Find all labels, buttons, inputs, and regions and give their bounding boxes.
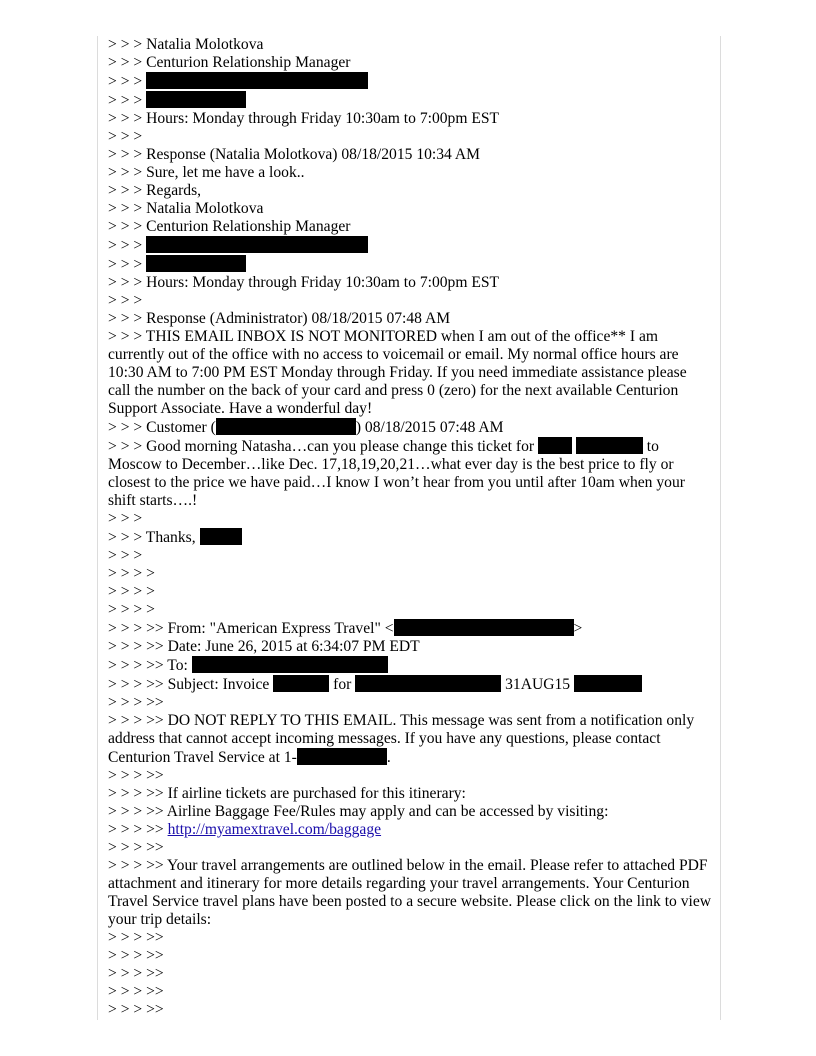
text-line: > > > >>	[108, 1001, 164, 1018]
text-line: > > >	[108, 91, 712, 110]
text-line: > > >	[108, 72, 712, 91]
text-line: > > >	[108, 547, 143, 564]
redaction-block	[394, 619, 574, 636]
redaction-block	[192, 656, 388, 673]
redaction-block	[297, 748, 387, 765]
text-line: > > > >> From: "American Express Travel" < >	[108, 620, 583, 637]
auto-reply-paragraph: > > > THIS EMAIL INBOX IS NOT MONITORED when I am out of the office** I am currently out of the office with no access to voicemail or email. My normal office hours are 10:30 AM to 7:00 PM EST Monday through Friday. If you need immediate assistance please call the number on the back of your card and press 0 (zero) for the next available Centurion Support Associate. Have a wonderful day!	[108, 328, 691, 417]
text-line: > > > Hours: Monday through Friday 10:30am to 7:00pm EST	[108, 274, 500, 291]
text-line: > > >	[108, 510, 143, 527]
text-line: > > > Centurion Relationship Manager	[108, 218, 351, 235]
text-line: > > > >>	[108, 694, 164, 711]
text-line: > > > Natalia Molotkova	[108, 200, 264, 217]
text-line: > > > >> Date: June 26, 2015 at 6:34:07 PM EDT	[108, 638, 420, 655]
text-line: > > > >> Airline Baggage Fee/Rules may apply and can be accessed by visiting:	[108, 803, 609, 820]
redaction-block	[200, 528, 242, 545]
text-line: > > > >> If airline tickets are purchased for this itinerary:	[108, 785, 466, 802]
text-line: > > > >>	[108, 983, 164, 1000]
notice-paragraph: > > > >> DO NOT REPLY TO THIS EMAIL. This message was sent from a notification only address that cannot accept incoming messages. If you have any questions, please contact Centurion Travel Service at 1- .	[108, 712, 699, 766]
text-line: > > >	[108, 255, 712, 274]
travel-arrangements-paragraph: > > > >> Your travel arrangements are outlined below in the email. Please refer to attached PDF attachment and itinerary for more details regarding your travel arrangements. Your Centurion Travel Service travel plans have been posted to a secure website. Please click on the link to view your trip details:	[108, 857, 715, 928]
text-line: > > >	[108, 292, 143, 309]
text-line: > > > >>	[108, 767, 164, 784]
baggage-link[interactable]: http://myamextravel.com/baggage	[167, 821, 382, 838]
redaction-block	[146, 91, 246, 108]
redaction-block	[538, 437, 572, 454]
email-body	[108, 36, 715, 1019]
text-line: > > >	[108, 236, 712, 255]
text-line: > > > >>	[108, 929, 164, 946]
text-line: > > > >>	[108, 839, 164, 856]
text-line: > > > Response (Natalia Molotkova) 08/18/2015 10:34 AM	[108, 146, 481, 163]
redaction-block	[216, 418, 356, 435]
text-line: > > > Thanks,	[108, 528, 712, 547]
text-line: > > > Hours: Monday through Friday 10:30am to 7:00pm EST	[108, 110, 500, 127]
redaction-block	[146, 236, 368, 253]
text-line: > > > Response (Administrator) 08/18/2015 07:48 AM	[108, 310, 451, 327]
redaction-block	[574, 675, 642, 692]
text-line: > > > >	[108, 565, 155, 582]
text-line: > > > >> http://myamextravel.com/baggage	[108, 821, 382, 838]
customer-message-paragraph: > > > Good morning Natasha…can you please change this ticket for to Moscow to December…like Dec. 17,18,19,20,21…what ever day is the best price to fly or closest to the price we have paid…I know I won’t hear from you until after 10am when your shift starts….!	[108, 438, 689, 509]
text-line: > > > >>	[108, 965, 164, 982]
redaction-block	[273, 675, 329, 692]
redaction-block	[146, 255, 246, 272]
text-line: > > > Regards,	[108, 182, 202, 199]
redaction-block	[355, 675, 501, 692]
text-line: > > > >>	[108, 947, 164, 964]
text-line: > > > >> Subject: Invoice for 31AUG15	[108, 675, 712, 694]
text-line: > > > Natalia Molotkova	[108, 36, 264, 53]
text-line: > > > >> To:	[108, 656, 712, 675]
redaction-block	[576, 437, 643, 454]
text-line: > > >	[108, 128, 143, 145]
text-line: > > > Sure, let me have a look..	[108, 164, 305, 181]
text-line: > > > >	[108, 583, 155, 600]
text-line: > > > Centurion Relationship Manager	[108, 54, 351, 71]
text-line: > > > Customer ( ) 08/18/2015 07:48 AM	[108, 419, 504, 436]
text-line: > > > >	[108, 601, 155, 618]
redaction-block	[146, 72, 368, 89]
